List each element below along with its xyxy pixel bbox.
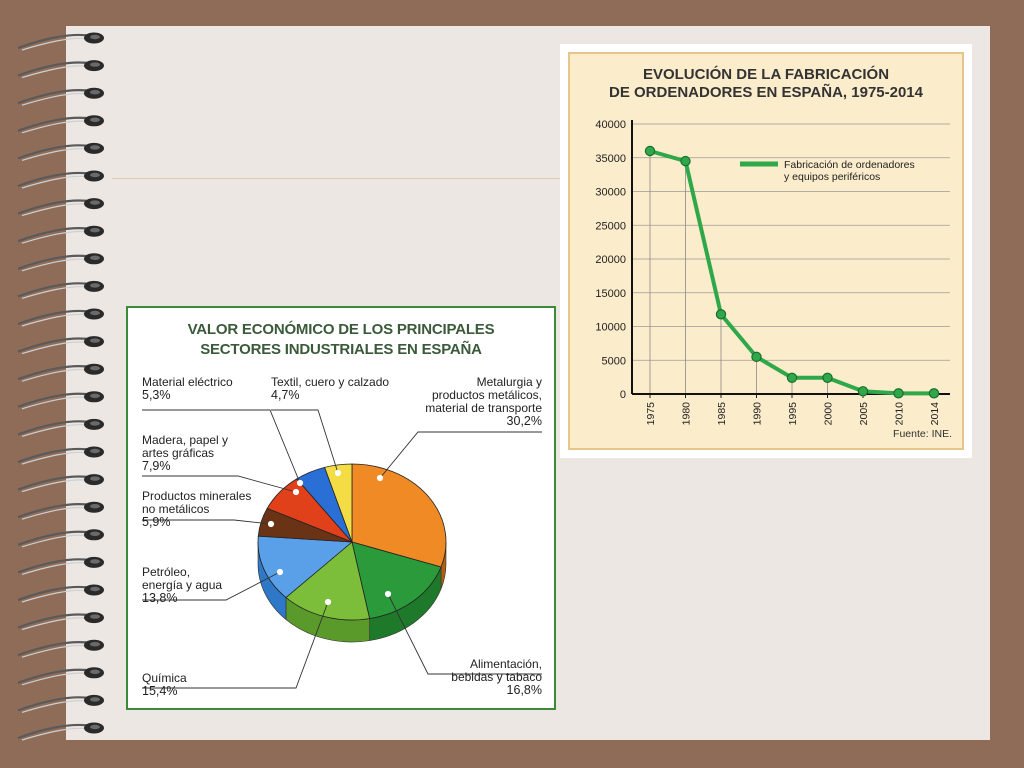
spiral-hole-shine bbox=[90, 200, 100, 204]
y-tick-label: 10000 bbox=[595, 321, 626, 334]
spiral-hole-shine bbox=[90, 338, 100, 342]
x-tick-label: 2014 bbox=[929, 402, 941, 426]
spiral-hole-shine bbox=[90, 725, 100, 729]
spiral-hole-shine bbox=[90, 90, 100, 94]
line-chart-panel bbox=[560, 44, 972, 458]
pie-leader-dot bbox=[297, 480, 302, 485]
spiral-hole-shine bbox=[90, 670, 100, 674]
label-textil: Textil, cuero y calzado 4,7% bbox=[271, 375, 390, 402]
y-tick-label: 25000 bbox=[595, 220, 626, 233]
chart-source: Fuente: INE. bbox=[893, 428, 952, 440]
x-tick-label: 2005 bbox=[858, 402, 870, 426]
spiral-hole-shine bbox=[90, 614, 100, 618]
pie-leader-dot bbox=[385, 591, 390, 596]
series-point bbox=[787, 373, 796, 382]
legend-label-line2: y equipos periféricos bbox=[784, 171, 881, 183]
x-tick-label: 1975 bbox=[645, 402, 657, 426]
series-line bbox=[650, 151, 934, 393]
label-productos-minerales: Productos minerales no metálicos 5,9% bbox=[142, 489, 252, 529]
y-tick-label: 15000 bbox=[595, 287, 626, 300]
x-tick-label: 1990 bbox=[751, 402, 764, 426]
x-tick-label: 2000 bbox=[822, 402, 835, 426]
spiral-hole-shine bbox=[90, 476, 100, 480]
pie-title-line1: VALOR ECONÓMICO DE LOS PRINCIPALES bbox=[187, 321, 495, 338]
series-point bbox=[645, 146, 654, 155]
spiral-hole-shine bbox=[90, 311, 100, 315]
x-tick-label: 2010 bbox=[893, 402, 906, 426]
series-point bbox=[894, 389, 903, 398]
label-quimica: Química 15,4% bbox=[142, 671, 187, 698]
y-tick-label: 20000 bbox=[595, 254, 626, 266]
x-tick-label: 1985 bbox=[716, 402, 728, 426]
spiral-hole-shine bbox=[90, 532, 100, 536]
series-point bbox=[929, 389, 938, 398]
spiral-hole-shine bbox=[90, 228, 100, 232]
pie-leader-dot bbox=[325, 599, 330, 604]
y-tick-label: 40000 bbox=[595, 119, 626, 131]
spiral-hole-shine bbox=[90, 394, 100, 398]
y-tick-label: 5000 bbox=[601, 355, 626, 368]
pie-leader-line bbox=[380, 432, 542, 478]
pie-title-line2: SECTORES INDUSTRIALES EN ESPAÑA bbox=[200, 341, 482, 358]
y-tick-label: 0 bbox=[619, 389, 626, 401]
legend-label-line1: Fabricación de ordenadores bbox=[784, 159, 915, 171]
line-title-line1: EVOLUCIÓN DE LA FABRICACIÓN bbox=[642, 66, 890, 83]
spiral-hole-shine bbox=[90, 256, 100, 260]
spiral-hole-shine bbox=[90, 642, 100, 646]
spiral-hole-shine bbox=[90, 697, 100, 701]
pie-leader-dot bbox=[377, 475, 382, 480]
spiral-hole-shine bbox=[90, 366, 100, 370]
pie-chart-panel bbox=[126, 306, 556, 710]
y-tick-label: 35000 bbox=[595, 152, 626, 165]
y-tick-label: 30000 bbox=[595, 186, 626, 199]
pie-leader-dot bbox=[277, 569, 282, 574]
spiral-hole-shine bbox=[90, 504, 100, 508]
spiral-binding bbox=[0, 18, 112, 758]
series-point bbox=[823, 373, 832, 382]
spiral-hole-shine bbox=[90, 449, 100, 453]
series-point bbox=[681, 157, 690, 166]
pie-leader-dot bbox=[268, 521, 273, 526]
line-chart-frame bbox=[568, 52, 964, 450]
spiral-hole-shine bbox=[90, 283, 100, 287]
spiral-hole-shine bbox=[90, 587, 100, 591]
series-point bbox=[752, 352, 761, 361]
page-rule-line bbox=[112, 178, 560, 179]
spiral-hole-shine bbox=[90, 62, 100, 66]
spiral-hole-shine bbox=[90, 173, 100, 177]
label-metalurgia: Metalurgia y productos metálicos, material de transporte 30,2% bbox=[425, 375, 542, 428]
label-petroleo: Petróleo, energía y agua 13,8% bbox=[142, 565, 223, 605]
spiral-hole-shine bbox=[90, 559, 100, 563]
line-chart bbox=[570, 54, 962, 448]
label-alimentacion: Alimentación, bebidas y tabaco 16,8% bbox=[451, 657, 542, 697]
x-tick-label: 1995 bbox=[787, 402, 799, 426]
spiral-hole-shine bbox=[90, 145, 100, 149]
x-tick-label: 1980 bbox=[680, 402, 693, 426]
pie-leader-dot bbox=[335, 470, 340, 475]
series-point bbox=[716, 310, 725, 319]
label-material-electrico: Material eléctrico 5,3% bbox=[142, 375, 233, 402]
spiral-hole-shine bbox=[90, 35, 100, 39]
pie-leader-dot bbox=[293, 489, 298, 494]
pie-leader-line bbox=[271, 410, 338, 473]
spiral-hole-shine bbox=[90, 421, 100, 425]
spiral-hole-shine bbox=[90, 118, 100, 122]
line-title-line2: DE ORDENADORES EN ESPAÑA, 1975-2014 bbox=[609, 84, 923, 101]
label-madera: Madera, papel y artes gráficas 7,9% bbox=[142, 433, 229, 473]
series-point bbox=[858, 387, 867, 396]
